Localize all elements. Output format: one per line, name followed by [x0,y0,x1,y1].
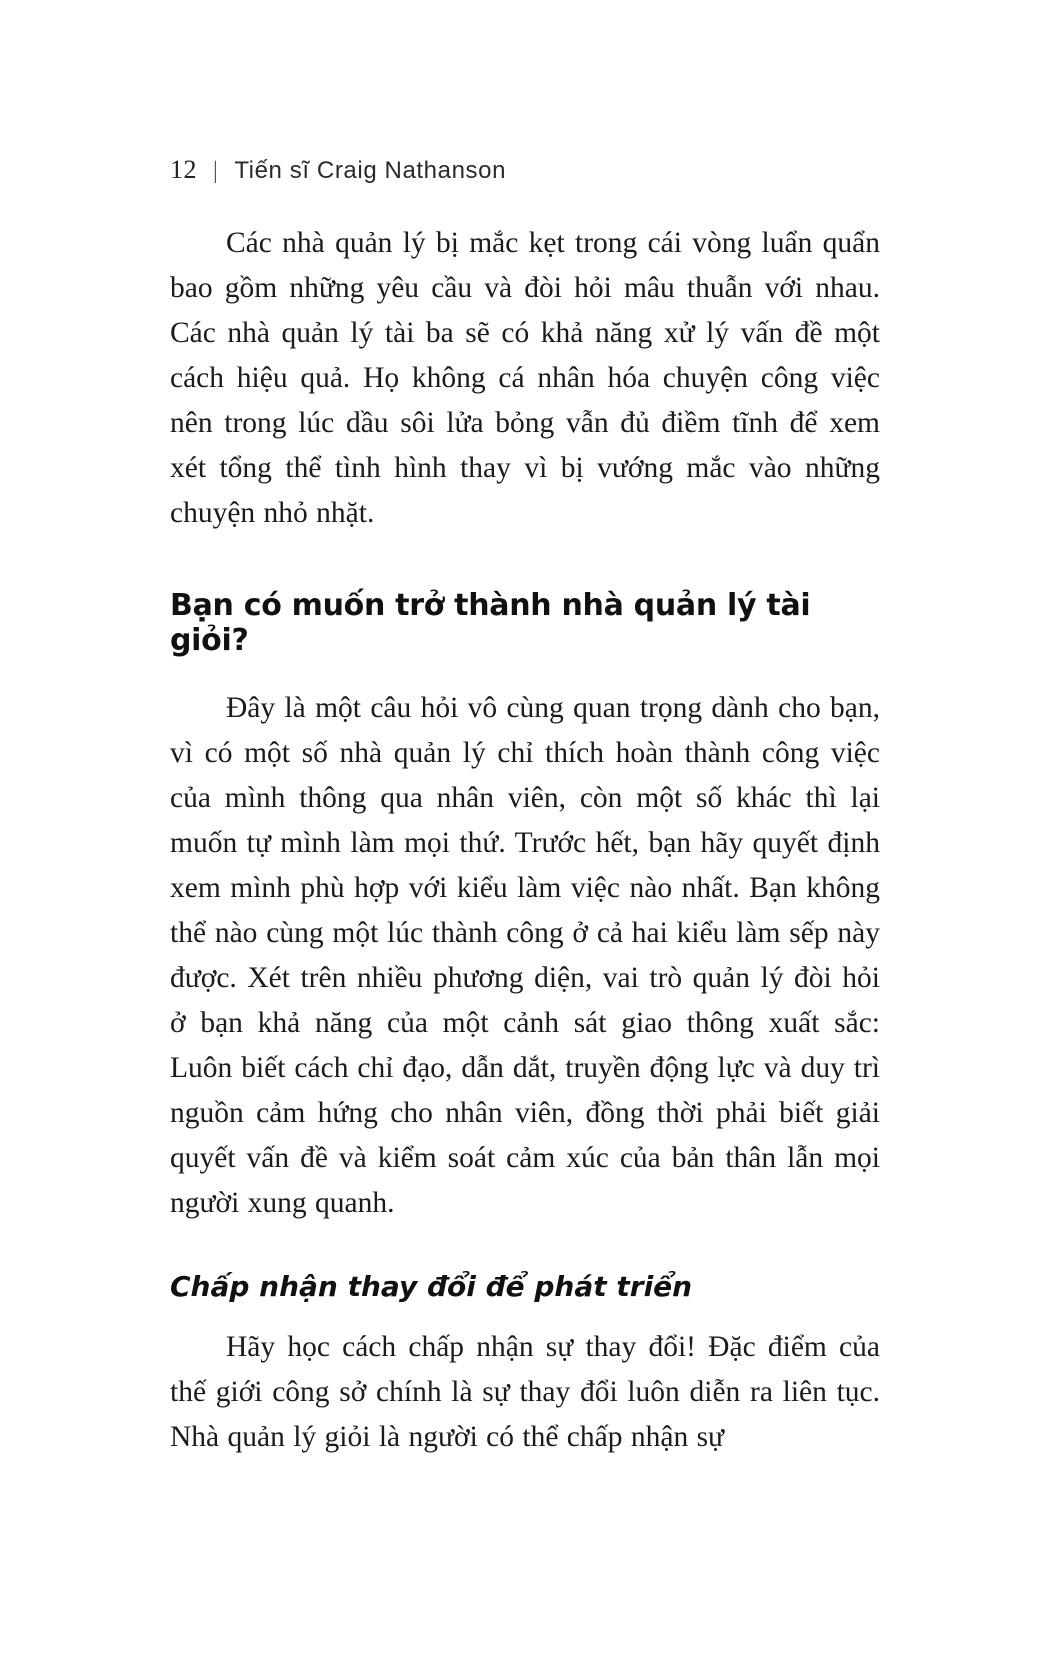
header-author: Tiến sĩ Craig Nathanson [234,157,507,184]
page-number: 12 [170,155,197,184]
paragraph-learn-to-accept-change: Hãy học cách chấp nhận sự thay đổi! Đặc điểm của thế giới công sở chính là sự thay đổi luôn diễn ra liên tục. Nhà quản lý giỏi là người có thể chấp nhận sự [170,1331,880,1453]
header-separator: | [213,158,219,184]
paragraph-important-question: Đây là một câu hỏi vô cùng quan trọng dành cho bạn, vì có một số nhà quản lý chỉ thích hoàn thành công việc của mình thông qua nhân viên, còn một số khác thì lại muốn tự mình làm mọi thứ. Trước hết, bạn hãy quyết định xem mình phù hợp với kiểu làm việc nào nhất. Bạn không thể nào cùng một lúc thành công ở cả hai kiểu làm sếp này được. Xét trên nhiều phương diện, vai trò quản lý đòi hỏi ở bạn khả năng của một cảnh sát giao thông xuất sắc: Luôn biết cách chỉ đạo, dẫn dắt, truyền động lực và duy trì nguồn cảm hứng cho nhân viên, đồng thời phải biết giải quyết vấn đề và kiểm soát cảm xúc của bản thân lẫn mọi người xung quanh. [170,692,880,1219]
section-heading-good-manager: Bạn có muốn trở thành nhà quản lý tài giỏi? [170,588,811,658]
paragraph-managers-stuck: Các nhà quản lý bị mắc kẹt trong cái vòng luẩn quẩn bao gồm những yêu cầu và đòi hỏi mâu thuẫn với nhau. Các nhà quản lý tài ba sẽ có khả năng xử lý vấn đề một cách hiệu quả. Họ không cá nhân hóa chuyện công việc nên trong lúc dầu sôi lửa bỏng vẫn đủ điềm tĩnh để xem xét tổng thể tình hình thay vì bị vướng mắc vào những chuyện nhỏ nhặt. [170,227,880,529]
sub-heading-accept-change: Chấp nhận thay đổi để phát triển [170,1270,693,1303]
running-header [170,155,880,185]
